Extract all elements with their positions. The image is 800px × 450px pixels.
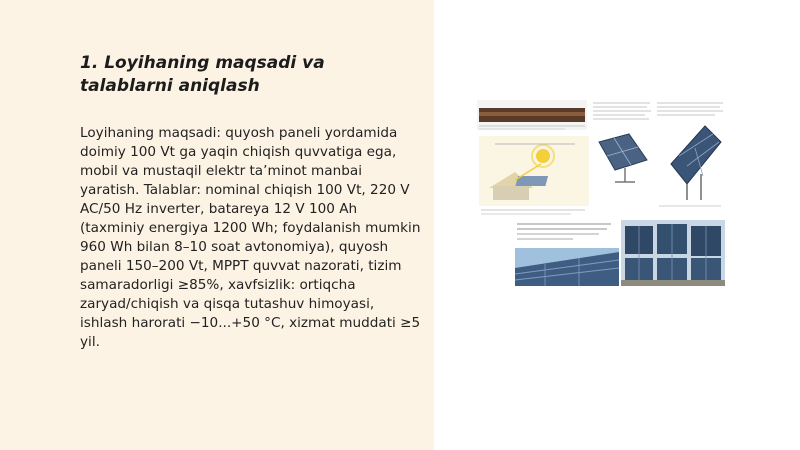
collage-solar-field-photo-left	[515, 220, 619, 286]
collage-article-top-left	[477, 100, 587, 130]
solar-panel-collage-image	[475, 98, 725, 288]
collage-solar-field-photo-right	[621, 220, 725, 286]
collage-large-panel	[657, 124, 723, 214]
collage-solar-diagram	[479, 136, 589, 214]
slide-title: 1. Loyihaning maqsadi va talablarni aniqlash	[80, 53, 325, 96]
slide-body-text: Loyihaning maqsadi: quyosh paneli yordamida doimiy 100 Vt ga yaqin chiqish quvvatiga ega, mobil va mustaqil elektr ta’minot manbai yaratish. Talablar: nominal chiqish 100 Vt, 220 V AC/50 Hz inverter, batareya 12 V 100 Ah (taxminiy energiya 1200 Wh; foydalanish mumkin 960 Wh bilan 8–10 soat avtonomiya), quyosh paneli 150–200 Vt, MPPT quvvat nazorati, tizim samaradorligi ≥85%, xavfsizlik: ortiqcha zaryad/chiqish va qisqa tutashuv himoyasi, ishlash harorati −10...+50 °C, xizmat muddati ≥5 yil.	[80, 125, 421, 350]
collage-small-panel	[593, 124, 653, 210]
